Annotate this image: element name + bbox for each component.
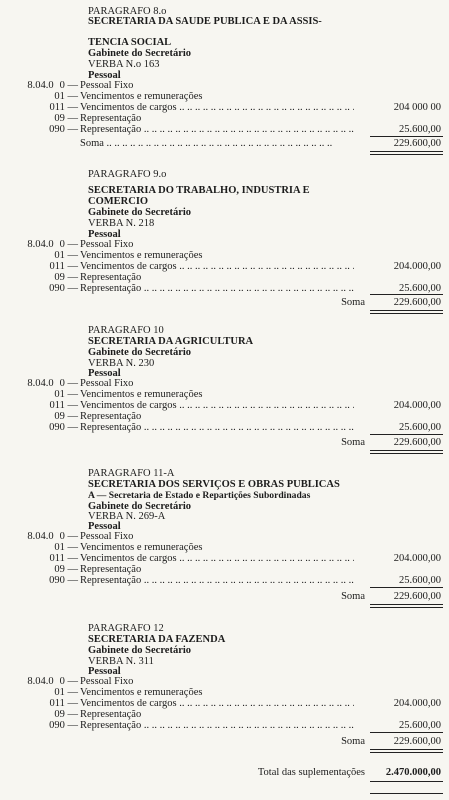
organ-title-continued: TENCIA SOCIAL bbox=[88, 37, 172, 48]
total-value: 2.470.000,00 bbox=[385, 767, 441, 778]
organ-title: SECRETARIA DA AGRICULTURA bbox=[88, 336, 254, 347]
pessoal-label: Pessoal bbox=[88, 229, 121, 240]
item-label: Representação bbox=[80, 709, 142, 720]
item-label: Representação .. .. bbox=[80, 720, 354, 732]
item-label: Pessoal Fixo bbox=[80, 676, 134, 687]
item-amount: 25.600,00 bbox=[399, 720, 441, 731]
item-code: 011 — bbox=[49, 400, 78, 411]
soma-label: Soma bbox=[341, 437, 365, 448]
item-label: Pessoal Fixo bbox=[80, 378, 134, 389]
budget-code: 8.04.0 0 — bbox=[27, 531, 78, 542]
item-code: 09 — bbox=[54, 272, 78, 283]
double-rule bbox=[370, 450, 443, 454]
total-rule bbox=[370, 781, 443, 782]
organ-title: SECRETARIA DOS SERVIÇOS E OBRAS PUBLICAS bbox=[88, 479, 340, 490]
item-amount: 25.600,00 bbox=[399, 575, 441, 586]
item-code: 011 — bbox=[49, 698, 78, 709]
paragraph-heading: PARAGRAFO 12 bbox=[88, 623, 164, 634]
soma-value: 229.600,00 bbox=[393, 297, 441, 308]
budget-code: 8.04.0 0 — bbox=[27, 676, 78, 687]
item-label: Representação bbox=[80, 272, 142, 283]
verba-number: VERBA N.o 163 bbox=[88, 59, 160, 70]
gabinete-label: Gabinete do Secretário bbox=[88, 207, 192, 218]
item-label: Pessoal Fixo bbox=[80, 80, 134, 91]
organ-title: SECRETARIA DA FAZENDA bbox=[88, 634, 226, 645]
item-code: 09 — bbox=[54, 709, 78, 720]
soma-label: Soma bbox=[341, 736, 365, 747]
pessoal-label: Pessoal bbox=[88, 368, 121, 379]
item-label: Representação bbox=[80, 113, 142, 124]
gabinete-label: Gabinete do Secretário bbox=[88, 48, 192, 59]
item-amount: 204.000,00 bbox=[393, 261, 441, 272]
soma-value: 229.600,00 bbox=[393, 591, 441, 602]
soma-value: 229.600,00 bbox=[393, 437, 441, 448]
soma-value: 229.600,00 bbox=[393, 736, 441, 747]
item-amount: 204.000,00 bbox=[393, 698, 441, 709]
item-label: Vencimentos e remunerações bbox=[80, 687, 203, 698]
organ-title-continued: COMERCIO bbox=[88, 196, 149, 207]
double-rule bbox=[370, 604, 443, 608]
organ-subtitle: A — Secretaria de Estado e Repartições Subordinadas bbox=[88, 490, 311, 501]
item-code: 090 — bbox=[49, 422, 78, 433]
double-rule bbox=[370, 310, 443, 314]
item-label: Vencimentos de cargos .. .. bbox=[80, 102, 354, 114]
gabinete-label: Gabinete do Secretário bbox=[88, 645, 192, 656]
sum-rule bbox=[370, 587, 443, 588]
sum-rule bbox=[370, 732, 443, 733]
paragraph-heading: PARAGRAFO 10 bbox=[88, 325, 164, 336]
item-label: Vencimentos de cargos .. .. bbox=[80, 698, 354, 710]
verba-number: VERBA N. 311 bbox=[88, 656, 154, 667]
pessoal-label: Pessoal bbox=[88, 521, 121, 532]
pessoal-label: Pessoal bbox=[88, 70, 121, 81]
item-label: Representação .. .. bbox=[80, 283, 354, 295]
item-amount: 204.000,00 bbox=[393, 553, 441, 564]
budget-code: 8.04.0 0 — bbox=[27, 80, 78, 91]
item-label: Vencimentos de cargos .. .. bbox=[80, 261, 354, 273]
item-label: Representação .. .. bbox=[80, 422, 354, 434]
sum-rule bbox=[370, 434, 443, 435]
item-amount: 204.000,00 bbox=[393, 400, 441, 411]
soma-value: 229.600,00 bbox=[393, 138, 441, 149]
item-amount: 204 000 00 bbox=[393, 102, 441, 113]
item-label: Vencimentos e remunerações bbox=[80, 389, 203, 400]
item-code: 09 — bbox=[54, 411, 78, 422]
paragraph-heading: PARAGRAFO 11-A bbox=[88, 468, 175, 479]
verba-number: VERBA N. 269-A bbox=[88, 511, 166, 522]
sum-rule bbox=[370, 136, 443, 137]
item-label: Vencimentos e remunerações bbox=[80, 91, 203, 102]
item-label: Vencimentos de cargos .. .. bbox=[80, 400, 354, 412]
item-amount: 25.600,00 bbox=[399, 283, 441, 294]
item-label: Representação .. .. bbox=[80, 575, 354, 587]
item-label: Vencimentos e remunerações bbox=[80, 250, 203, 261]
item-label: Pessoal Fixo bbox=[80, 531, 134, 542]
soma-label: Soma bbox=[341, 297, 365, 308]
pessoal-label: Pessoal bbox=[88, 666, 121, 677]
item-code: 090 — bbox=[49, 124, 78, 135]
item-code: 011 — bbox=[49, 553, 78, 564]
soma-label: Soma .. .. bbox=[80, 138, 354, 150]
item-amount: 25.600,00 bbox=[399, 124, 441, 135]
item-code: 090 — bbox=[49, 720, 78, 731]
item-code: 090 — bbox=[49, 575, 78, 586]
item-code: 01 — bbox=[54, 250, 78, 261]
item-code: 011 — bbox=[49, 102, 78, 113]
verba-number: VERBA N. 218 bbox=[88, 218, 155, 229]
paragraph-heading: PARAGRAFO 8.o bbox=[88, 6, 167, 17]
item-label: Representação bbox=[80, 564, 142, 575]
item-code: 01 — bbox=[54, 389, 78, 400]
organ-title: SECRETARIA DA SAUDE PUBLICA E DA ASSIS- bbox=[88, 16, 322, 27]
double-rule bbox=[370, 749, 443, 753]
verba-number: VERBA N. 230 bbox=[88, 358, 155, 369]
item-label: Representação .. .. bbox=[80, 124, 354, 136]
budget-code: 8.04.0 0 — bbox=[27, 378, 78, 389]
gabinete-label: Gabinete do Secretário bbox=[88, 347, 192, 358]
item-label: Vencimentos de cargos .. .. bbox=[80, 553, 354, 565]
item-code: 01 — bbox=[54, 542, 78, 553]
gabinete-label: Gabinete do Secretário bbox=[88, 501, 192, 512]
item-code: 01 — bbox=[54, 91, 78, 102]
total-rule-bottom bbox=[370, 793, 443, 794]
item-code: 01 — bbox=[54, 687, 78, 698]
total-label: Total das suplementações bbox=[257, 767, 365, 778]
item-label: Vencimentos e remunerações bbox=[80, 542, 203, 553]
budget-code: 8.04.0 0 — bbox=[27, 239, 78, 250]
double-rule bbox=[370, 151, 443, 155]
item-label: Pessoal Fixo bbox=[80, 239, 134, 250]
organ-title: SECRETARIA DO TRABALHO, INDUSTRIA E bbox=[88, 185, 310, 196]
sum-rule bbox=[370, 294, 443, 295]
item-code: 011 — bbox=[49, 261, 78, 272]
item-amount: 25.600,00 bbox=[399, 422, 441, 433]
item-code: 090 — bbox=[49, 283, 78, 294]
item-code: 09 — bbox=[54, 113, 78, 124]
item-label: Representação bbox=[80, 411, 142, 422]
item-code: 09 — bbox=[54, 564, 78, 575]
soma-label: Soma bbox=[341, 591, 365, 602]
paragraph-heading: PARAGRAFO 9.o bbox=[88, 169, 167, 180]
